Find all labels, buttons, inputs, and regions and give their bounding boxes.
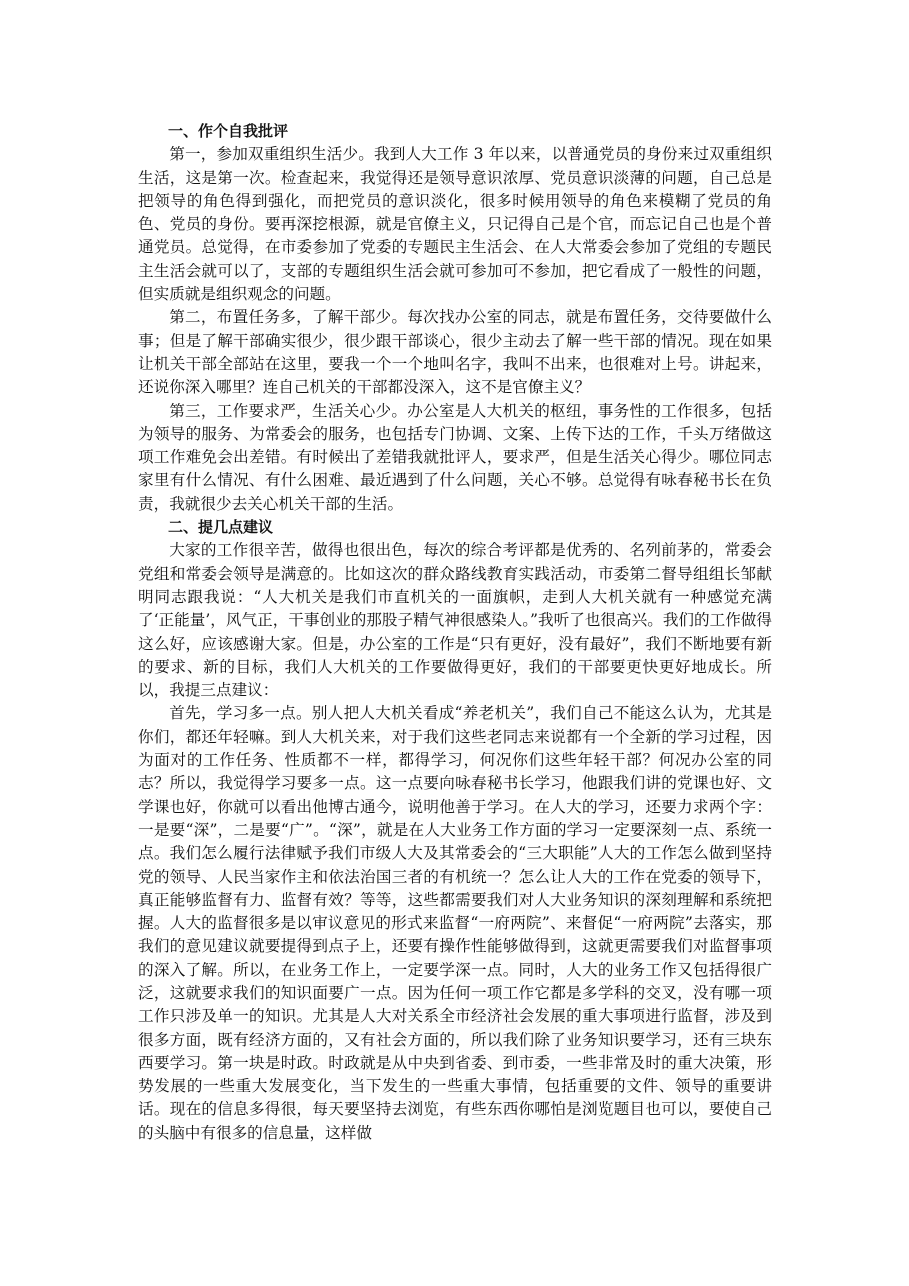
paragraph: 第三，工作要求严，生活关心少。办公室是人大机关的枢纽，事务性的工作很多，包括为领导的服务、为常委会的服务，也包括专门协调、文案、上传下达的工作，千头万绪做这项工作难免会出差错。有时候出了差错我就批评人，要求严，但是生活关心得少。哪位同志家里有什么情况、有什么困难、最近遇到了什么问题，关心不够。总觉得有咏春秘书长在负责，我就很少去关心机关干部的生活。 — [138, 401, 772, 513]
section-heading-self-criticism: 一、作个自我批评 — [168, 122, 289, 140]
paragraph: 大家的工作很辛苦，做得也很出色，每次的综合考评都是优秀的、名列前茅的，常委会党组和常委会领导是满意的。比如这次的群众路线教育实践活动，市委第二督导组组长邹献明同志跟我说：“人大机关是我们市直机关的一面旗帜，走到人大机关就有一种感觉充满了‘正能量’，风气正，干事创业的那股子精气神很感染人。”我听了也很高兴。我们的工作做得这么好，应该感谢大家。但是，办公室的工作是“只有更好，没有最好”，我们不断地要有新的要求、新的目标，我们人大机关的工作要做得更好，我们的干部要更快更好地成长。所以，我提三点建议： — [138, 541, 772, 700]
paragraph: 首先，学习多一点。别人把人大机关看成“养老机关”，我们自己不能这么认为，尤其是你们，都还年轻嘛。到人大机关来，对于我们这些老同志来说都有一个全新的学习过程，因为面对的工作任务、性质都不一样，都得学习，何况你们这些年轻干部？何况办公室的同志？所以，我觉得学习要多一点。这一点要向咏春秘书长学习，他跟我们讲的党课也好、文学课也好，你就可以看出他博古通今，说明他善于学习。在人大的学习，还要力求两个字：一是要“深”，二是要“广”。“深”，就是在人大业务工作方面的学习一定要深刻一点、系统一点。我们怎么履行法律赋予我们市级人大及其常委会的“三大职能”人大的工作怎么做到坚持党的领导、人民当家作主和依法治国三者的有机统一？怎么让人大的工作在党委的领导下，真正能够监督有力、监督有效？等等，这些都需要我们对人大业务知识的深刻理解和系统把握。人大的监督很多是以审议意见的形式来监督“一府两院”、来督促“一府两院”去落实，那我们的意见建议就要提得到点子上，还要有操作性能够做得到，这就更需要我们对监督事项的深入了解。所以，在业务工作上，一定要学深一点。同时，人大的业务工作又包括得很广泛，这就要求我们的知识面要广一点。因为任何一项工作它都是多学科的交叉，没有哪一项工作只涉及单一的知识。尤其是人大对关系全市经济社会发展的重大事项进行监督，涉及到很多方面，既有经济方面的，又有社会方面的，所以我们除了业务知识要学习，还有三块东西要学习。第一块是时政。时政就是从中央到省委、到市委，一些非常及时的重大决策，形势发展的一些重大发展变化，当下发生的一些重大事情，包括重要的文件、领导的重要讲话。现在的信息多得很，每天要坚持去浏览，有些东西你哪怕是浏览题目也可以，要使自己的头脑中有很多的信息量，这样做 — [138, 704, 772, 1142]
section-heading-suggestions: 二、提几点建议 — [168, 518, 274, 537]
paragraph: 第一，参加双重组织生活少。我到人大工作 3 年以来，以普通党员的身份来过双重组织生活，这是第一次。检查起来，我觉得还是领导意识浓厚、党员意识淡薄的问题，自己总是把领导的角色得到强化，而把党员的意识淡化，很多时候用领导的角色来模糊了党员的角色、党员的身份。要再深挖根源，就是官僚主义，只记得自己是个官，而忘记自己也是个普通党员。总觉得，在市委参加了党委的专题民主生活会、在人大常委会参加了党组的专题民主生活会就可以了，支部的专题组织生活会就可参加可不参加，把它看成了一般性的问题，但实质就是组织观念的问题。 — [138, 145, 772, 304]
document-body — [138, 120, 772, 1145]
paragraph: 第二，布置任务多，了解干部少。每次找办公室的同志，就是布置任务，交待要做什么事；但是了解干部确实很少，很少跟干部谈心，很少主动去了解一些干部的情况。现在如果让机关干部全部站在这里，要我一个一个地叫名字，我叫不出来，也很难对上号。讲起来，还说你深入哪里？连自己机关的干部都没深入，这不是官僚主义？ — [138, 308, 772, 397]
